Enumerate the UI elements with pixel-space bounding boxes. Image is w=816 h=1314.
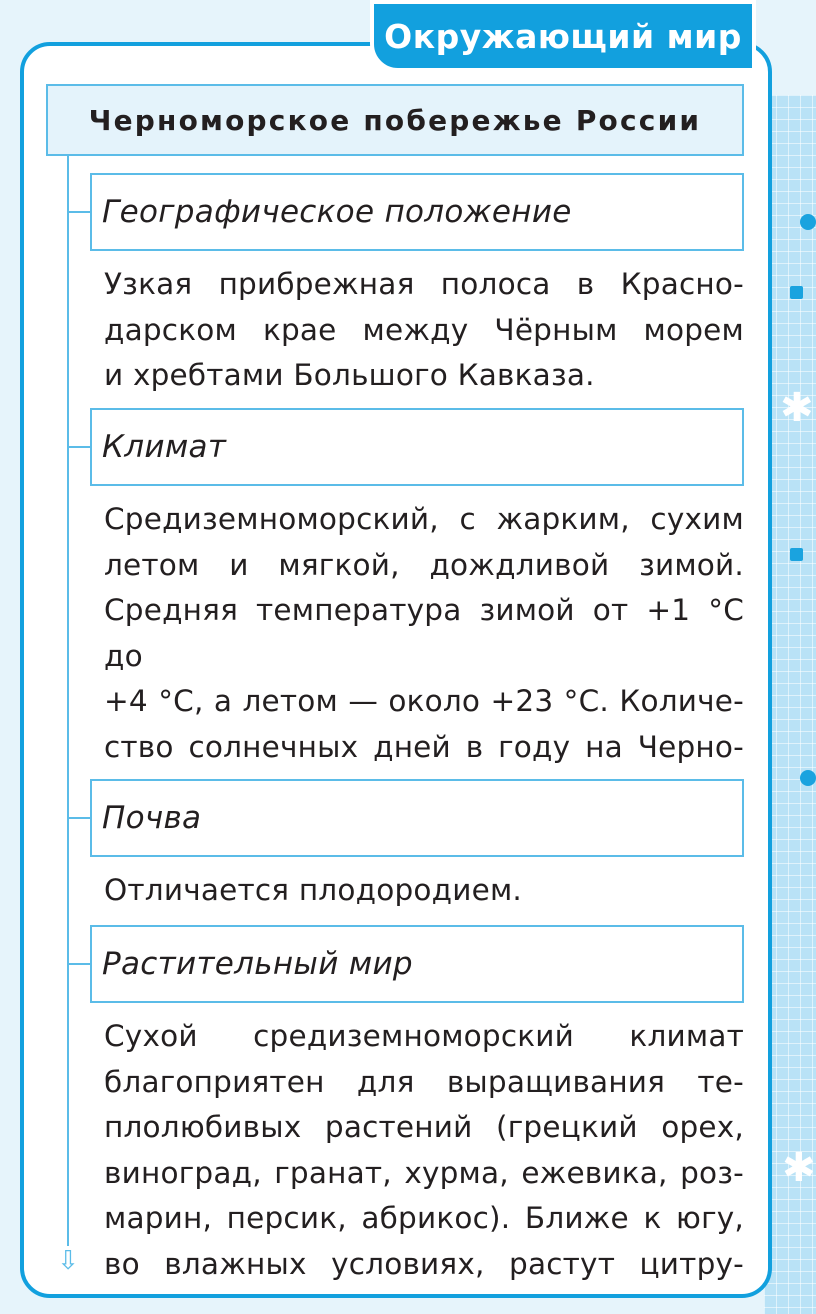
square-dot-icon	[790, 548, 803, 561]
connector-branch	[67, 817, 91, 819]
subject-label: Окружающий мир	[384, 16, 742, 56]
text-line: Отличается плодородием.	[104, 873, 522, 907]
section-heading-soil	[90, 779, 744, 857]
section-text-flora	[104, 1014, 744, 1287]
section-heading-label: Растительный мир	[102, 946, 413, 982]
text-line: летом и мягкой, дождливой зимой.	[104, 547, 744, 582]
text-line: виноград, гранат, хурма, ежевика, роз-	[104, 1155, 744, 1190]
page-title-box	[46, 84, 744, 156]
round-dot-icon	[800, 214, 816, 230]
section-heading-label: Климат	[102, 429, 227, 465]
subject-tab	[370, 0, 756, 72]
round-dot-icon	[800, 770, 816, 786]
text-line: ство солнечных дней в году на Черно-	[104, 729, 744, 764]
connector-line	[67, 156, 69, 1258]
square-dot-icon	[790, 286, 803, 299]
section-heading-geography	[90, 173, 744, 251]
text-line: +4 °С, а летом — около +23 °С. Количе-	[104, 684, 744, 718]
connector-branch	[67, 446, 91, 448]
text-line: Сухой средиземноморский климат	[104, 1019, 744, 1053]
section-text-climate	[104, 497, 744, 816]
page-title: Черноморское побережье России	[88, 103, 702, 137]
text-line: дарском крае между Чёрным морем	[104, 312, 744, 347]
text-line: плолюбивых растений (грецкий орех,	[104, 1110, 744, 1144]
section-heading-flora	[90, 925, 744, 1003]
section-heading-label: Географическое положение	[102, 194, 572, 230]
text-line: Средиземноморский, с жарким, сухим	[104, 502, 744, 536]
connector-branch	[67, 211, 91, 213]
snowflake-icon: ✱	[782, 1145, 816, 1191]
connector-branch	[67, 963, 91, 965]
down-arrow-icon: ⇩	[53, 1246, 83, 1276]
text-line: благоприятен для выращивания те-	[104, 1064, 744, 1099]
snowflake-icon: ✱	[780, 385, 814, 431]
section-heading-climate	[90, 408, 744, 486]
text-line: Узкая прибрежная полоса в Красно-	[104, 267, 744, 301]
text-line: и хребтами Большого Кавказа.	[104, 358, 595, 392]
section-text-soil	[104, 868, 744, 914]
section-text-geography	[104, 262, 744, 399]
section-heading-label: Почва	[102, 800, 202, 836]
text-line: марин, персик, абрикос). Ближе к югу,	[104, 1201, 744, 1235]
text-line: во влажных условиях, растут цитру-	[104, 1246, 744, 1281]
text-line: Средняя температура зимой от +1 °С до	[104, 593, 744, 673]
